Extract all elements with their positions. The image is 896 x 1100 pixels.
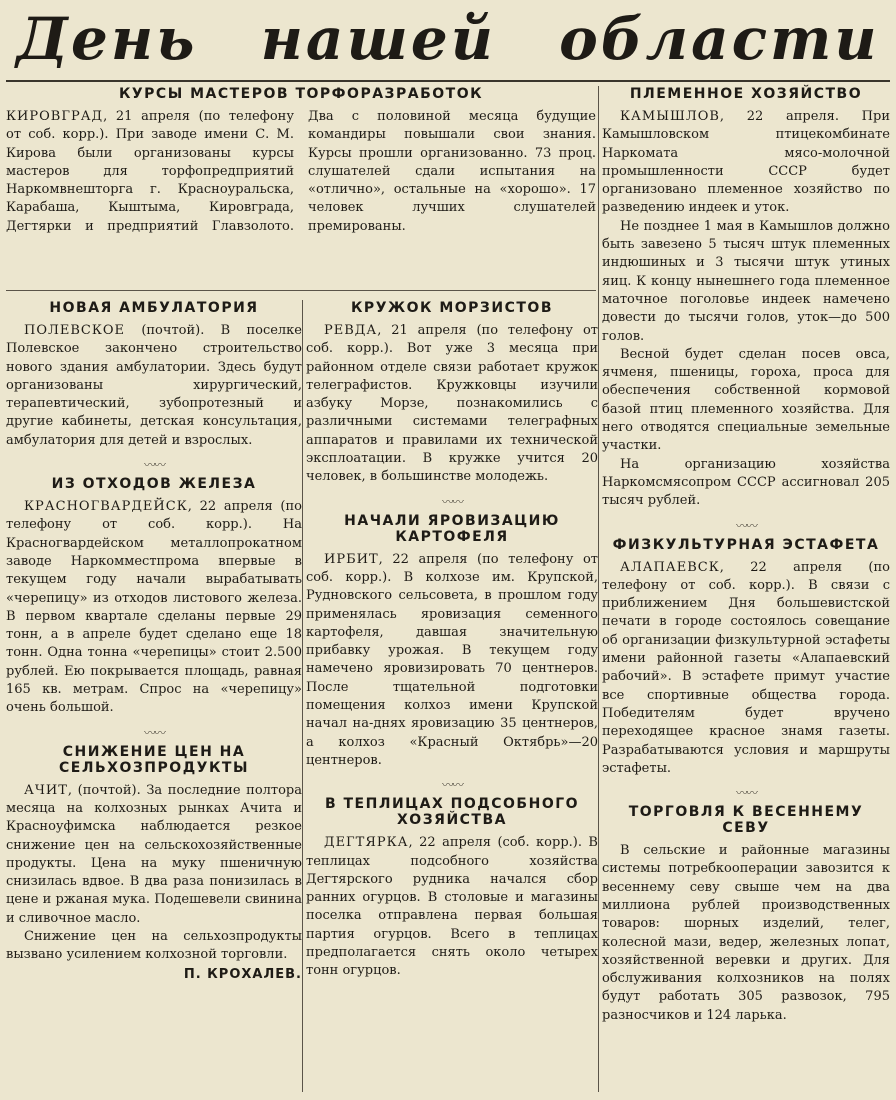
article-otkhody-zheleza (6, 476, 302, 718)
article-headline: СНИЖЕНИЕ ЦЕН НА СЕЛЬХОЗПРОДУКТЫ (59, 743, 249, 776)
article-place: ПОЛЕВСКОЕ (24, 323, 126, 338)
article-place: АЧИТ (24, 782, 68, 798)
article-body (6, 322, 302, 450)
column-3 (602, 86, 890, 1035)
article-headline: КУРСЫ МАСТЕРОВ ТОРФОРАЗРАБОТОК (118, 86, 484, 102)
article-body (602, 559, 890, 779)
article-kruzhok-morzistov (306, 300, 598, 487)
article-kursy-masterov (6, 86, 596, 236)
article-headline: НОВАЯ АМБУЛАТОРИЯ (49, 300, 259, 316)
article-body (6, 782, 302, 965)
article-body (306, 834, 598, 980)
article-text: , 21 апреля (по телефону от соб. корр.). Вот уже 3 месяца при районном отделе связи работает кружок телеграфистов. Кружковцы изучили азбуку Морзе, познакомились с различными системами телеграфных аппаратов и правилами их технической эксплоатации. В кружке учится 20 человек, в большинстве молодежь. (306, 323, 598, 485)
article-text: , 22 апреля (по телефону от соб. корр.). На Красногвардейском металлопрокатном заводе Наркомместпрома впервые в текущем году начали вырабатывать «черепицу» из отходов листового железа. В первом квартале сделаны первые 29 тонн, а в апреле будет сделано еще 18 тонн. Одна тонна «черепицы» стоит 2.500 рублей. Ею покрывается площадь, равная 165 кв. метрам. Спрос на «черепицу» очень большой. (6, 499, 302, 716)
ornament-separator (306, 780, 598, 790)
article-headline: ПЛЕМЕННОЕ ХОЗЯЙСТВО (629, 86, 863, 102)
article-paragraph: На организацию хозяйства Наркомсмясопром СССР ассигновал 205 тысяч рублей. (602, 456, 890, 509)
article-paragraph: Снижение цен на сельхозпродукты вызвано усилением колхозной торговли. (6, 929, 302, 963)
article-body (6, 498, 302, 718)
article-text: , 22 апреля (соб. корр.). В теплицах подсобного хозяйства Дегтярского рудника начался сбор ранних огурцов. В столовые и магазины поселка отправлена первая большая партия огурцов. Всего в теплицах предполагается снять около четырех тонн огурцов. (306, 835, 598, 979)
article-headline: ТОРГОВЛЯ К ВЕСЕННЕМУ СЕВУ (628, 804, 864, 837)
article-place: КИРОВГРАД (6, 109, 104, 124)
column-2 (306, 300, 598, 991)
article-teplitsy (306, 796, 598, 980)
ornament-separator (6, 728, 302, 738)
article-text: В сельские и районные магазины системы потребкооперации завозится к весеннему севу свыше чем на два миллиона рублей производственных товаров: шорных изделий, телег, колесной мази, ведер, железных лопат, хозяйственной веревки и других. Для обслуживания колхозников на полях будут работать 305 развозок, 795 разносчиков и 124 ларька. (602, 843, 890, 1023)
section-rule (6, 290, 596, 291)
ornament-separator (602, 788, 890, 798)
column-1 (6, 300, 302, 992)
article-place: КРАСНОГВАРДЕЙСК (24, 499, 188, 515)
top-rule (6, 80, 890, 82)
article-headline: ИЗ ОТХОДОВ ЖЕЛЕЗА (51, 476, 257, 493)
article-text: , 22 апреля (по телефону от соб. корр.). В колхозе им. Крупской, Рудновского сельсовета, в прошлом году применялась яровизация семенного картофеля, давшая значительную прибавку урожая. В текущем году намечено яровизировать 70 центнеров. После тщательной подготовки помещения колхоз имени Крупской начал на-днях яровизацию 35 центнеров, а колхоз «Красный Октябрь»—20 центнеров. (306, 551, 598, 768)
article-place: АЛАПАЕВСК (620, 559, 720, 575)
column-divider (302, 300, 303, 1092)
article-signature: П. КРОХАЛЕВ. (183, 966, 302, 982)
article-headline: В ТЕПЛИЦАХ ПОДСОБНОГО ХОЗЯЙСТВА (324, 796, 580, 829)
article-body (602, 108, 890, 511)
article-snizhenie-tsen (6, 744, 302, 982)
article-plemennoe-khozyaystvo (602, 86, 890, 511)
column-divider (598, 86, 599, 1092)
article-headline: НАЧАЛИ ЯРОВИЗАЦИЮ КАРТОФЕЛЯ (344, 512, 560, 545)
article-text: , 22 апреля. При Камышловском птицекомбинате Наркомата мясо-молочной промышленности СССР будет организовано племенное хозяйство по разведению индеек и уток. (602, 109, 890, 216)
article-paragraph: Не позднее 1 мая в Камышлов должно быть завезено 5 тысяч штук племенных индюшиных и 3 тысячи штук утиных яиц. К концу нынешнего года племенное маточное поголовье индеек намечено довести до тысячи голов, уток—до 500 голов. (602, 218, 890, 344)
article-fizkulturnaya-estafeta (602, 537, 890, 779)
article-paragraph: Весной будет сделан посев овса, ячменя, пшеницы, гороха, проса для обеспечения собственной кормовой базой птиц племенного хозяйства. Для него отводятся специальные земельные участки. (602, 346, 890, 454)
article-headline: ФИЗКУЛЬТУРНАЯ ЭСТАФЕТА (612, 536, 880, 553)
article-torgovlya-k-sevu (602, 804, 890, 1025)
article-ambulatoriya (6, 300, 302, 450)
article-text: (почтой). В поселке Полевское закончено строительство нового здания амбулатории. Здесь будут организованы хирургический, терапевтический, зубопротезный и другие кабинеты, детская консультация, амбулатория для детей и взрослых. (6, 323, 302, 448)
article-place: КАМЫШЛОВ (620, 109, 720, 124)
article-headline: КРУЖОК МОРЗИСТОВ (350, 300, 553, 316)
masthead-title: День нашей области (16, 5, 880, 73)
article-yarovizatsiya (306, 513, 598, 771)
article-place: ДЕГТЯРКА (324, 835, 409, 851)
article-body (306, 551, 598, 771)
ornament-separator (6, 460, 302, 470)
article-place: ИРБИТ (324, 551, 379, 567)
article-body (6, 108, 596, 236)
article-body (602, 842, 890, 1025)
article-place: РЕВДА (324, 323, 378, 338)
article-text: , 21 апреля (по телефону от соб. корр.). При заводе имени С. М. Кирова были организованы курсы мастеров для торфопредприятий Наркомвнешторга г. Красноуральска, Карабаша, Кыштыма, Кировграда, Дегтярки и предприятий Главзолото. Два с половиной месяца будущие командиры повышали свои знания. Курсы прошли организованно. 73 проц. слушателей сдали испытания на «отлично», остальные на «хорошо». 17 человек лучших слушателей премированы. (6, 109, 596, 234)
ornament-separator (602, 521, 890, 531)
ornament-separator (306, 497, 598, 507)
article-text: , (почтой). За последние полтора месяца на колхозных рынках Ачита и Красноуфимска наблюдается резкое снижение цен на сельскохозяйственные продукты. Цена на муку пшеничную снизилась вдвое. В два раза понизилась в цене и ржаная мука. Подешевели свинина и сливочное масло. (6, 782, 302, 926)
article-body (306, 322, 598, 487)
article-text: , 22 апреля (по телефону от соб. корр.). В связи с приближением Дня большевистской печати в городе состоялось совещание об организации физкультурной эстафеты имени районной газеты «Алапаевский рабочий». В эстафете примут участие все спортивные общества города. Победителям будет вручено переходящее красное знамя газеты. Разрабатываются условия и маршруты эстафеты. (602, 559, 890, 776)
